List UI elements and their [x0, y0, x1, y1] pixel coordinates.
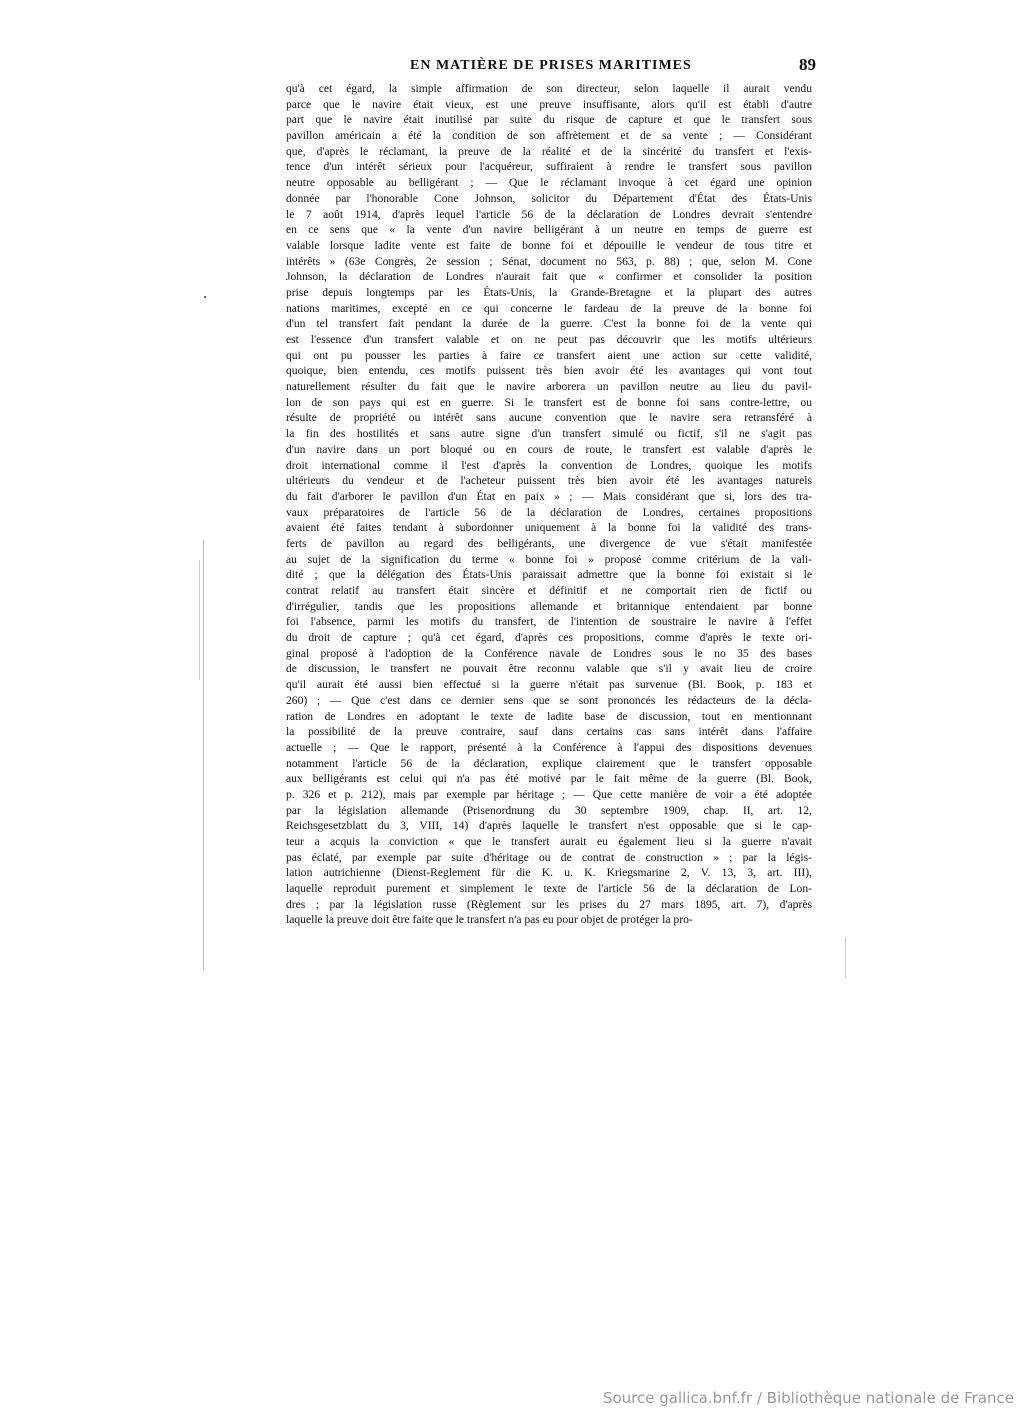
- text-line: p. 326 et p. 212), mais par exemple par héritage ; — Que cette manière de voir a été adoptée: [286, 787, 812, 801]
- page-header: [286, 55, 820, 79]
- text-line: d'irrégulier, tandis que les propositions allemande et britannique entendaient par bonne: [286, 599, 812, 613]
- text-line: avaient été faites tendant à subordonner uniquement à la bonne foi la validité des trans-: [286, 521, 812, 535]
- text-line: actuelle ; — Que le rapport, présenté à la Conférence à l'appui des dispositions devenues: [286, 740, 812, 754]
- text-line: lon de son pays qui est en guerre. Si le transfert est de bonne foi sans contre-lettre, ou: [286, 395, 812, 409]
- text-line: Johnson, la déclaration de Londres n'aurait fait que « confirmer et consolider la position: [286, 270, 812, 284]
- text-line: vaux préparatoires de l'article 56 de la déclaration de Londres, certaines propositions: [286, 505, 812, 519]
- scan-binding-mark: [203, 540, 204, 970]
- text-line: de discussion, le transfert ne pouvait être reconnu valable que s'il y avait lieu de croire: [286, 662, 812, 676]
- text-line: ginal proposé à l'adoption de la Conférence navale de Londres sous le no 35 des bases: [286, 646, 812, 660]
- text-line: par la législation allemande (Prisenordnung du 30 septembre 1909, chap. II, art. 12,: [286, 803, 812, 817]
- source-footer: Source gallica.bnf.fr / Bibliothèque nationale de France: [602, 1389, 1014, 1407]
- text-line: en ce sens que « la vente d'un navire belligérant à un neutre en temps de guerre est: [286, 223, 812, 237]
- text-line: contrat relatif au transfert était sincère et définitif et ne comportait rien de fictif ou: [286, 584, 812, 597]
- text-line: pavillon américain a été la condition de son affrètement et de sa vente ; — Considérant: [286, 129, 812, 143]
- text-line: ferts de pavillon au regard des belligérants, une divergence de vue s'était manifestée: [286, 536, 812, 550]
- text-line: la fin des hostilités et sans autre signe d'un transfert simulé ou fictif, s'il ne s'agit pas: [286, 427, 812, 441]
- text-line: teur a acquis la conviction « que le transfert aurait eu également lieu si la guerre n'avait: [286, 835, 812, 848]
- text-line: au sujet de la signification du terme « bonne foi » proposé comme critérium de la vali-: [286, 552, 812, 566]
- text-line: droit international comme il l'est d'après la convention de Londres, quoique les motifs: [286, 458, 812, 472]
- text-line: résulte de propriété ou intérêt sans aucune convention que le navire sera retransféré à: [286, 411, 812, 425]
- text-line: part que le navire était inutilisé par suite du risque de capture et que le transfert sous: [286, 113, 812, 127]
- text-line: la possibilité de la preuve contraire, sauf dans certains cas sans intérêt dans l'affaire: [286, 725, 812, 739]
- text-line: du droit de capture ; qu'à cet égard, d'après ces propositions, comme d'après le texte ori-: [286, 631, 812, 645]
- text-line: quoique, bien entendu, ces motifs puissent très bien avoir été les avantages qui vont tout: [286, 364, 812, 378]
- text-line: qui ont pu pousser les parties à faire ce transfert aient une action sur cette validité,: [286, 348, 812, 362]
- text-line: pas éclaté, par exemple par suite d'héritage ou de contrat de construction » ; par la légis-: [286, 850, 812, 864]
- scan-speck: [845, 938, 846, 978]
- text-line: est l'essence d'un transfert valable et on ne peut pas découvrir que les motifs ultérieurs: [286, 333, 812, 346]
- text-line: 260) ; — Que c'est dans ce dernier sens que se sont prononcés les rédacteurs de la décla-: [286, 693, 812, 707]
- text-line: qu'à cet égard, la simple affirmation de son directeur, selon laquelle il aurait vendu: [286, 82, 812, 95]
- text-line: Reichsgesetzblatt du 3, VIII, 14) d'après laquelle le transfert n'est opposable que si le cap-: [286, 819, 812, 833]
- text-line: foi l'absence, parmi les motifs du transfert, de l'intention de soustraire le navire à l'effet: [286, 615, 812, 629]
- text-line: ultérieurs du vendeur et de l'acheteur puissent très bien avoir été les avantages naturels: [286, 474, 812, 488]
- text-line: parce que le navire était vieux, est une preuve insuffisante, alors qu'il est établi d'autre: [286, 97, 812, 111]
- text-line: dité ; que la délégation des États-Unis paraissait admettre que la bonne foi existait si le: [286, 568, 812, 582]
- text-line: qu'il aurait été aussi bien effectué si la guerre n'était pas survenue (Bl. Book, p. 183 et: [286, 678, 812, 692]
- text-line: le 7 août 1914, d'après lequel l'article 56 de la déclaration de Londres devrait s'entendre: [286, 207, 812, 221]
- text-line: tence d'un intérêt sérieux pour l'acquéreur, suffiraient à rendre le transfert sous pavillon: [286, 160, 812, 174]
- text-line: lation autrichienne (Dienst-Reglement für die K. u. K. Kriegsmarine 2, V. 13, 3, art. III),: [286, 866, 812, 880]
- body-text: [286, 81, 812, 928]
- text-line: neutre opposable au belligérant ; — Que le réclamant invoque à cet égard une opinion: [286, 176, 812, 190]
- running-title: EN MATIÈRE DE PRISES MARITIMES: [410, 58, 692, 73]
- text-line: que, d'après le réclamant, la preuve de la réalité et de la sincérité du transfert et l'exis-: [286, 144, 812, 158]
- text-line: dres ; par la législation russe (Règlement sur les prises du 27 mars 1895, art. 7), d'après: [286, 897, 812, 911]
- text-line: ration de Londres en adoptant le texte de ladite base de discussion, tout en mentionnant: [286, 709, 812, 723]
- text-line: valable lorsque ladite vente est faite de bonne foi et dépouille le vendeur de tous titre et: [286, 238, 812, 252]
- text-line: du fait d'arborer le pavillon d'un État en paix » ; — Mais considérant que si, lors des tra-: [286, 489, 812, 503]
- scan-binding-mark: [199, 560, 200, 680]
- text-line: laquelle reproduit purement et simplement le texte de l'article 56 de la déclaration de Lon-: [286, 882, 812, 896]
- text-line: d'un navire dans un port bloqué ou en cours de route, le transfert est valable d'après le: [286, 442, 812, 456]
- page-number: 89: [799, 55, 816, 74]
- text-line: donnée par l'honorable Cone Johnson, solicitor du Département d'État des États-Unis: [286, 191, 812, 205]
- text-line: intérêts » (63e Congrès, 2e session ; Sénat, document no 563, p. 88) ; que, selon M. Cone: [286, 254, 812, 268]
- text-line: nations maritimes, excepté en ce qui concerne le fardeau de la preuve de la bonne foi: [286, 301, 812, 315]
- text-line: d'un tel transfert fait pendant la durée de la guerre. C'est la bonne foi de la vente qui: [286, 317, 812, 331]
- text-line: laquelle la preuve doit être faite que le transfert n'a pas eu pour objet de protéger la pro-: [286, 913, 693, 927]
- text-line: naturellement résulter du fait que le navire arborera un pavillon neutre au lieu du pavil-: [286, 380, 812, 394]
- text-line: prise depuis longtemps par les États-Unis, la Grande-Bretagne et la plupart des autres: [286, 285, 812, 299]
- text-line: notamment l'article 56 de la déclaration, explique clairement que le transfert opposable: [286, 756, 812, 770]
- scan-speck: [204, 296, 206, 298]
- text-line: aux belligérants est celui qui n'a pas été motivé par le fait même de la guerre (Bl. Book,: [286, 772, 812, 786]
